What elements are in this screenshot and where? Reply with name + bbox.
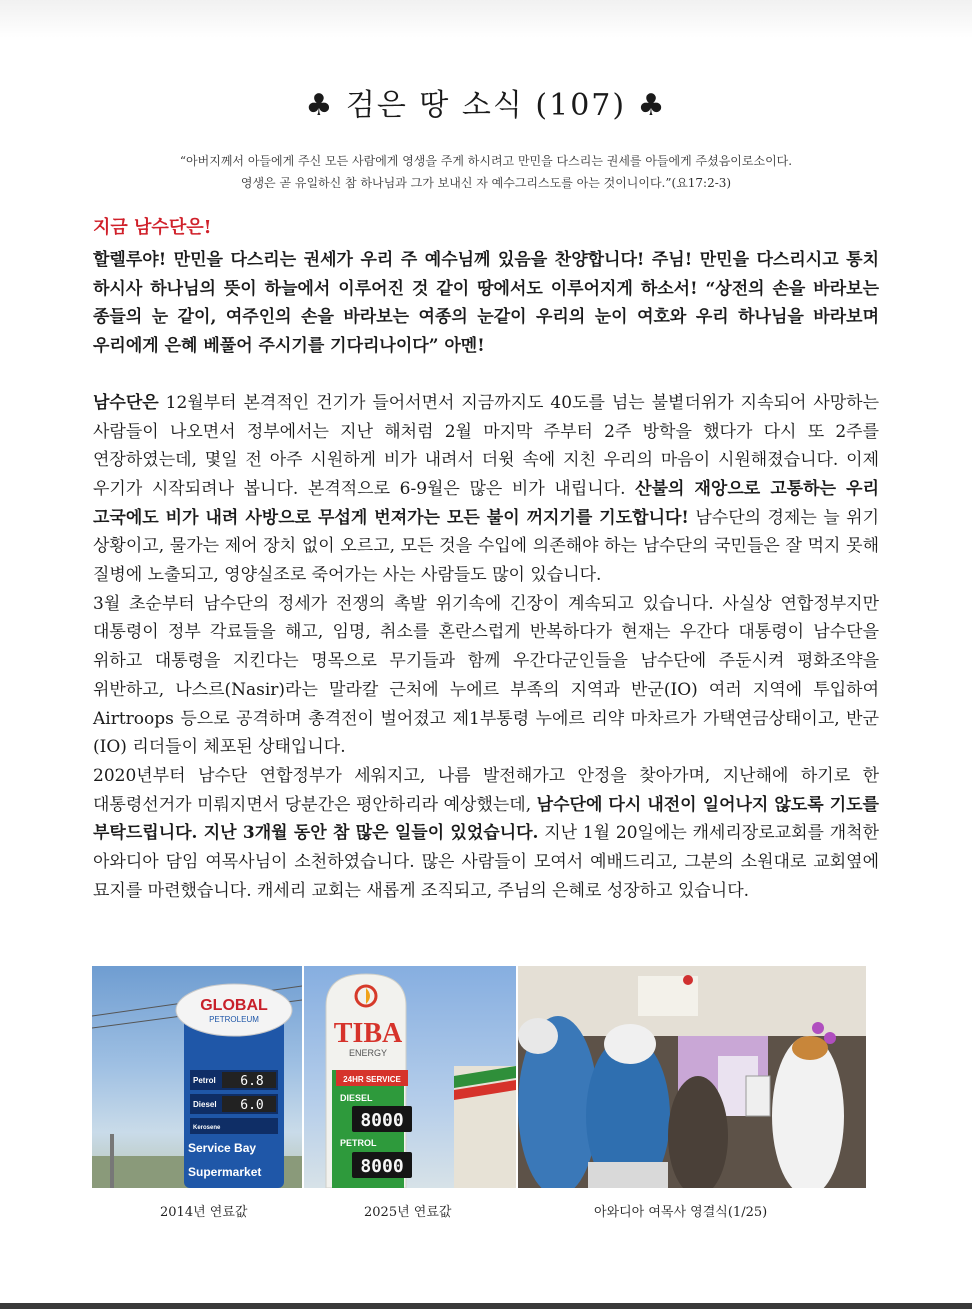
verse-line-1: “아버지께서 아들에게 주신 모든 사람에게 영생을 주게 하시려고 만민을 다스리는 권세를 아들에게 주셨음이로소이다. [179,154,793,168]
funeral-scene-image [518,966,866,1188]
diesel-price-2025: 8000 [360,1110,404,1131]
diesel-label-2025: DIESEL [340,1093,373,1103]
supermarket-text: Supermarket [188,1165,262,1179]
photo-funeral-service [518,966,866,1188]
photo-strip [92,966,866,1188]
caption-2014: 2014년 연료값 [160,1205,248,1220]
caption-funeral: 아와디아 여목사 영결식(1/25) [594,1205,768,1220]
section-heading: 지금 남수단은! [93,217,212,238]
petrol-price-2025: 8000 [360,1156,404,1177]
hours-text: 24HR SERVICE [343,1075,401,1084]
paragraph-3-text-a: 2020년부터 남수단 연합정부가 세워지고, 나름 발전해가고 안정을 찾아가며, 지난해에 하기로 한 대통령선거가 미뤄지면서 당분간은 평안하리라 예상했는데, [93,765,879,815]
photo-2025-fuel-price [304,966,516,1188]
global-brand-sub: PETROLEUM [209,1015,259,1024]
paragraph-1-lead: 남수단은 [93,392,159,413]
caption-2025: 2025년 연료값 [364,1205,452,1220]
global-petroleum-sign-image [92,966,302,1188]
tiba-energy-sign-image [304,966,516,1188]
kerosene-label: Kerosene [193,1125,221,1131]
article-body [93,214,879,905]
paragraph-1 [93,389,879,590]
tiba-brand: TIBA [333,1018,403,1049]
page-title: ♣ 검은 땅 소식 (107) ♣ [305,88,667,123]
paragraph-1-text-a: 12월부터 본격적인 건기가 들어서면서 지금까지도 40도를 넘는 불볕더위가 지속되어 사망하는 사람들이 나오면서 정부에서는 지난 해처럼 2월 마지막 주부터 2주 방학을 했다가 다시 또 2주를 연장하였는데, 몇일 전 아주 시원하게 비가 내려서 더윗 속에 지친 우리의 마음이 시원해졌습니다. 이제 우기가 시작되려나 봅니다. 본격적으로 6-9월은 많은 비가 내립니다. [93,392,879,499]
paragraph-1-prayer: 산불의 재앙으로 고통하는 우리 고국에도 비가 내려 사방으로 무섭게 번져가는 모든 불이 꺼지기를 기도합니다! [93,478,879,528]
petrol-price: 6.8 [240,1074,264,1089]
paragraph-1-text-b: 남수단의 경제는 늘 위기 상황이고, 물가는 제어 장치 없이 오르고, 모든 것을 수입에 의존해야 하는 남수단의 국민들은 잘 먹지 못해 질병에 노출되고, 영양실조로 죽어가는 사는 사람들도 많이 있습니다. [93,507,879,586]
intro-prayer: 할렐루야! 만민을 다스리는 권세가 우리 주 예수님께 있음을 찬양합니다! 주님! 만민을 다스리시고 통치 하시사 하나님의 뜻이 하늘에서 이루어진 것 같이 땅에서도 이루어지게 하소서! “상전의 손을 바라보는 종들의 눈 같이, 여주인의 손을 바라보는 여종의 눈같이 우리의 눈이 여호와 우리 하나님을 바라보며 우리에게 은혜 베풀어 주시기를 기다리나이다” 아멘! [93,250,879,357]
photo-2014-fuel-price [92,966,302,1188]
paragraph-3-text-b: 지난 1월 20일에는 캐세리장로교회를 개척한 아와디아 담임 여목사님이 소천하였습니다. 많은 사람들이 모여서 예배드리고, 그분의 소원대로 교회옆에 묘지를 마련했습니다. 캐세리 교회는 새롭게 조직되고, 주님의 은혜로 성장하고 있습니다. [93,823,879,901]
paragraph-3 [93,762,879,906]
paragraph-2: 3월 초순부터 남수단의 정세가 전쟁의 촉발 위기속에 긴장이 계속되고 있습니다. 사실상 연합정부지만 대통령이 정부 각료들을 해고, 임명, 취소를 혼란스럽게 반복하다가 현재는 우간다 대통령이 남수단을 위하고 대통령을 지킨다는 명목으로 무기들과 함께 우간다군인들을 남수단에 주둔시켜 평화조약을 위반하고, 나스르(Nasir)라는 말라칼 근처에 누에르 부족의 지역과 반군(IO) 여러 지역에 투입하여 Airtroops 등으로 공격하며 총격전이 벌어졌고 제1부통령 누에르 리약 마차르가 가택연금상태이고, 반군(IO) 리더들이 체포된 상태입니다. [93,593,879,758]
top-bar [0,0,972,38]
paragraph-3-prayer: 남수단에 다시 내전이 일어나지 않도록 기도를 부탁드립니다. 지난 3개월 동안 참 많은 일들이 있었습니다. [93,794,879,844]
service-bay-text: Service Bay [188,1141,257,1155]
epigraph-verse [0,150,972,194]
petrol-label: Petrol [193,1076,216,1085]
global-brand: GLOBAL [200,997,268,1014]
verse-line-2: 영생은 곧 유일하신 참 하나님과 그가 보내신 자 예수그리스도를 아는 것이니이다.”(요17:2-3) [240,176,732,190]
bottom-bar [0,1303,972,1309]
tiba-brand-sub: ENERGY [348,1048,388,1058]
petrol-label-2025: PETROL [340,1138,377,1148]
diesel-price: 6.0 [240,1098,264,1113]
diesel-label: Diesel [193,1100,217,1109]
